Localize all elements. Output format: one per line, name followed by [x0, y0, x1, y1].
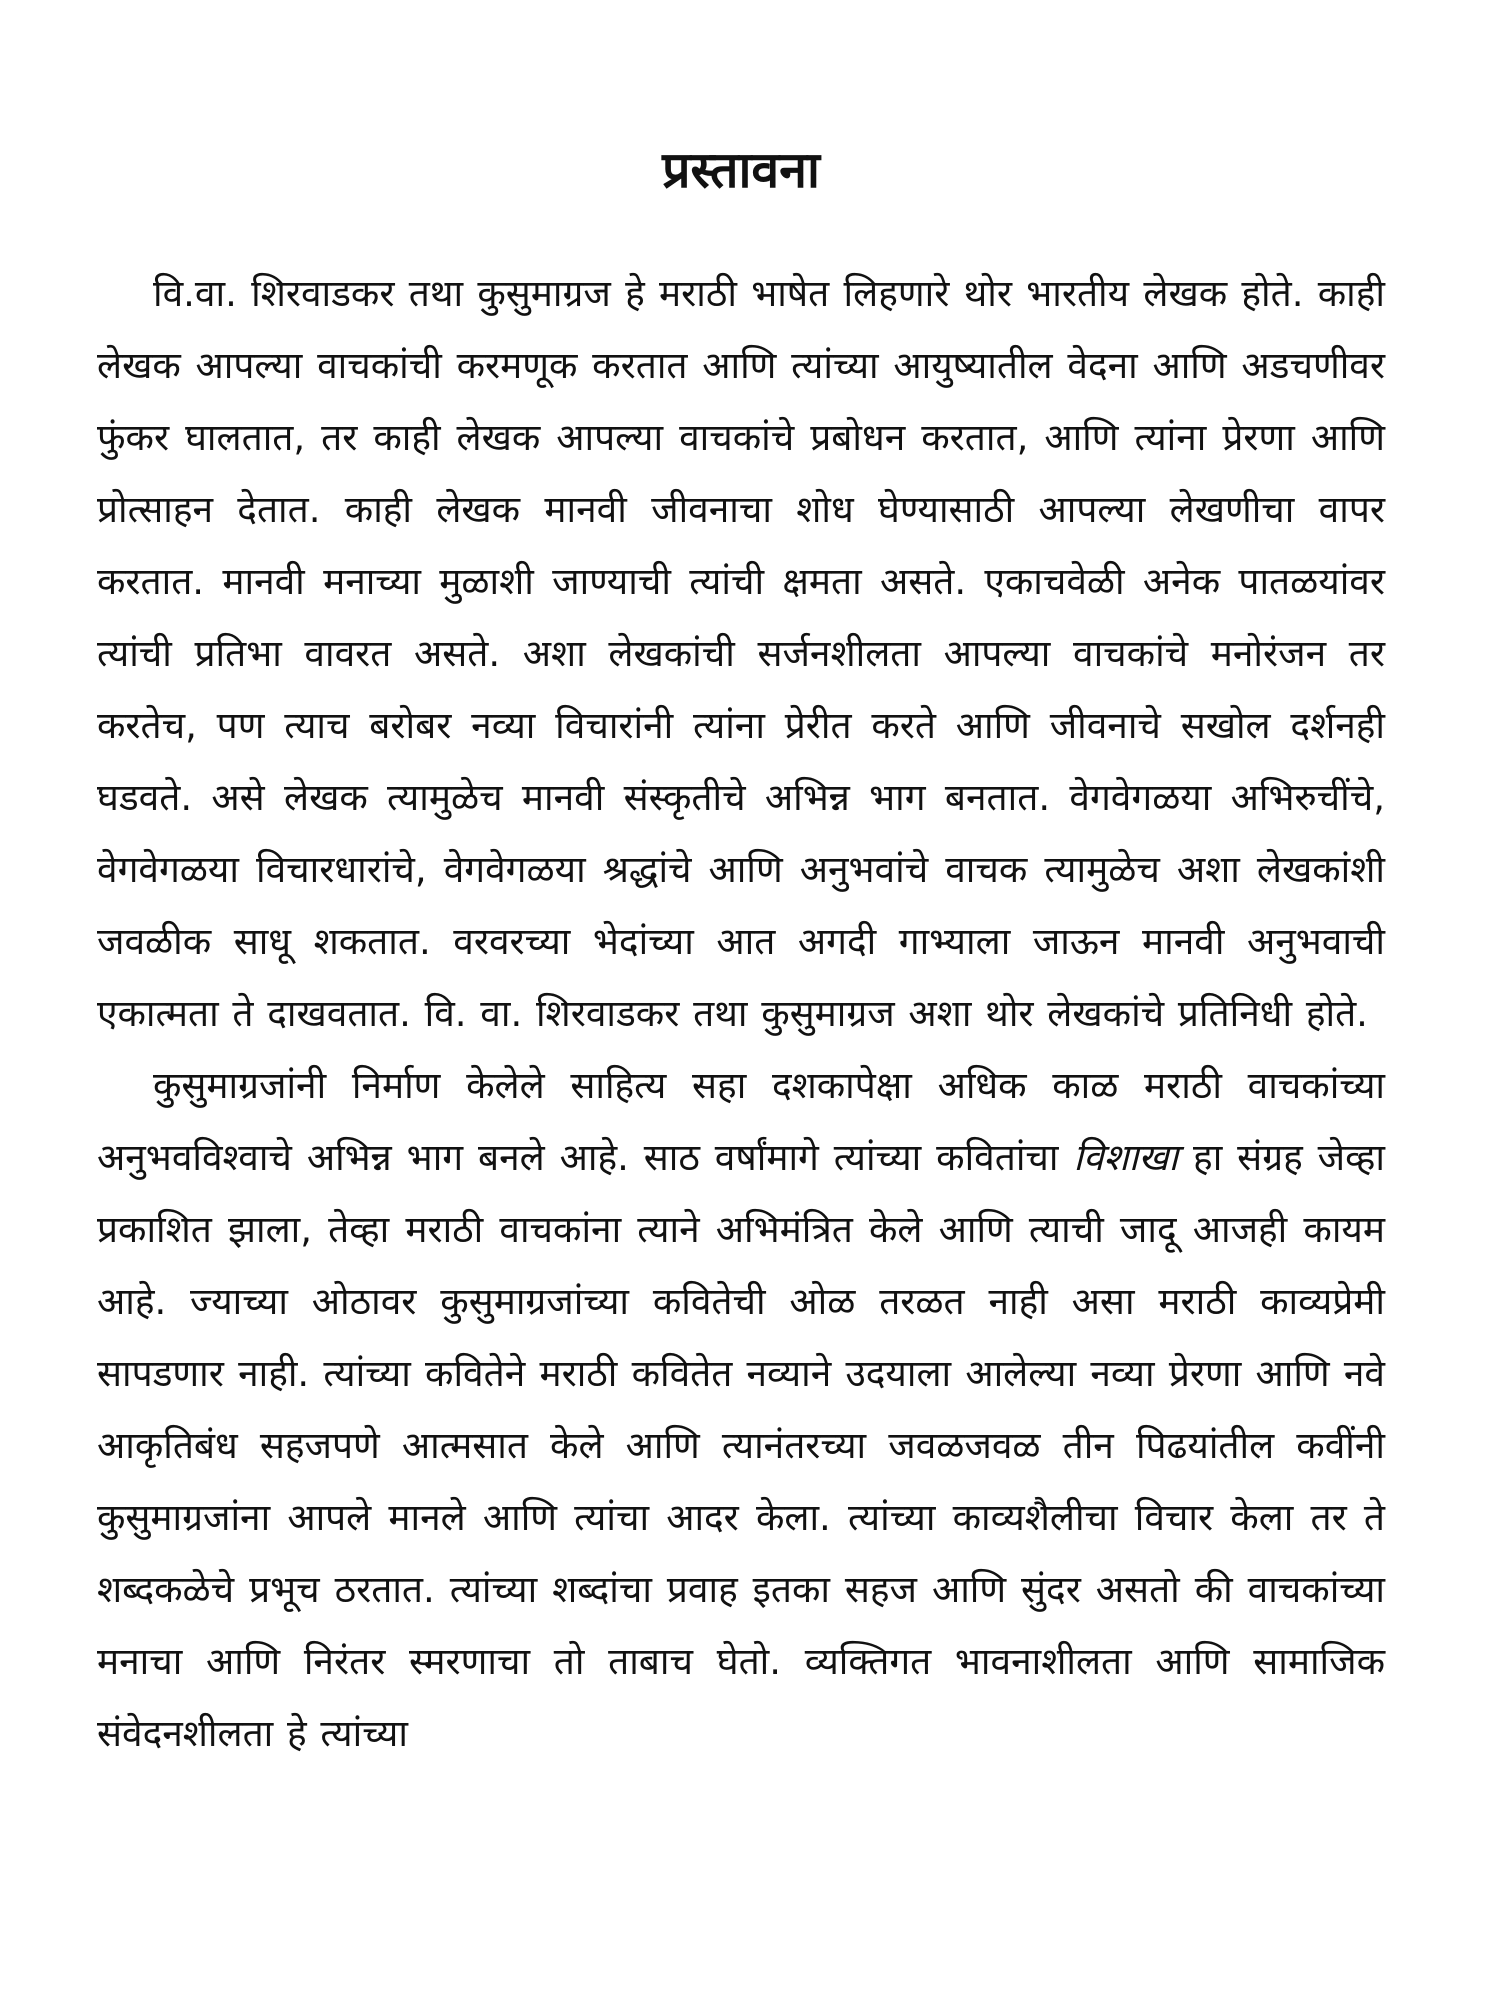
- page-title: प्रस्तावना: [662, 141, 820, 199]
- paragraph-2-text-start: कुसुमाग्रजांनी निर्माण केलेले साहित्य सहा दशकापेक्षा अधिक काळ मराठी वाचकांच्या अनुभवविश्वाचे अभिन्न भाग बनले आहे. साठ वर्षांमागे त्यांच्या कवितांचा: [97, 1064, 1385, 1179]
- book-title-vishakha: विशाखा: [1073, 1136, 1179, 1179]
- paragraph-2-text-end: हा संग्रह जेव्हा प्रकाशित झाला, तेव्हा मराठी वाचकांना त्याने अभिमंत्रित केले आणि त्याची जादू आजही कायम आहे. ज्याच्या ओठावर कुसुमाग्रजांच्या कवितेची ओळ तरळत नाही असा मराठी काव्यप्रेमी सापडणार नाही. त्यांच्या कवितेने मराठी कवितेत नव्याने उदयाला आलेल्या नव्या प्रेरणा आणि नवे आकृतिबंध सहजपणे आत्मसात केले आणि त्यानंतरच्या जवळजवळ तीन पिढयांतील कवींनी कुसुमाग्रजांना आपले मानले आणि त्यांचा आदर केला. त्यांच्या काव्यशैलीचा विचार केला तर ते शब्दकळेचे प्रभूच ठरतात. त्यांच्या शब्दांचा प्रवाह इतका सहज आणि सुंदर असतो की वाचकांच्या मनाचा आणि निरंतर स्मरणाचा तो ताबाच घेतो. व्यक्तिगत भावनाशीलता आणि सामाजिक संवेदनशीलता हे त्यांच्या: [97, 1136, 1385, 1755]
- paragraph-2: [97, 1050, 1385, 1770]
- paragraph-1: वि.वा. शिरवाडकर तथा कुसुमाग्रज हे मराठी भाषेत लिहणारे थोर भारतीय लेखक होते. काही लेखक आपल्या वाचकांची करमणूक करतात आणि त्यांच्या आयुष्यातील वेदना आणि अडचणीवर फुंकर घालतात, तर काही लेखक आपल्या वाचकांचे प्रबोधन करतात, आणि त्यांना प्रेरणा आणि प्रोत्साहन देतात. काही लेखक मानवी जीवनाचा शोध घेण्यासाठी आपल्या लेखणीचा वापर करतात. मानवी मनाच्या मुळाशी जाण्याची त्यांची क्षमता असते. एकाचवेळी अनेक पातळयांवर त्यांची प्रतिभा वावरत असते. अशा लेखकांची सर्जनशीलता आपल्या वाचकांचे मनोरंजन तर करतेच, पण त्याच बरोबर नव्या विचारांनी त्यांना प्रेरीत करते आणि जीवनाचे सखोल दर्शनही घडवते. असे लेखक त्यामुळेच मानवी संस्कृतीचे अभिन्न भाग बनतात. वेगवेगळया अभिरुचींचे, वेगवेगळया विचारधारांचे, वेगवेगळया श्रद्धांचे आणि अनुभवांचे वाचक त्यामुळेच अशा लेखकांशी जवळीक साधू शकतात. वरवरच्या भेदांच्या आत अगदी गाभ्याला जाऊन मानवी अनुभवाची एकात्मता ते दाखवतात. वि. वा. शिरवाडकर तथा कुसुमाग्रज अशा थोर लेखकांचे प्रतिनिधी होते.: [97, 272, 1385, 1035]
